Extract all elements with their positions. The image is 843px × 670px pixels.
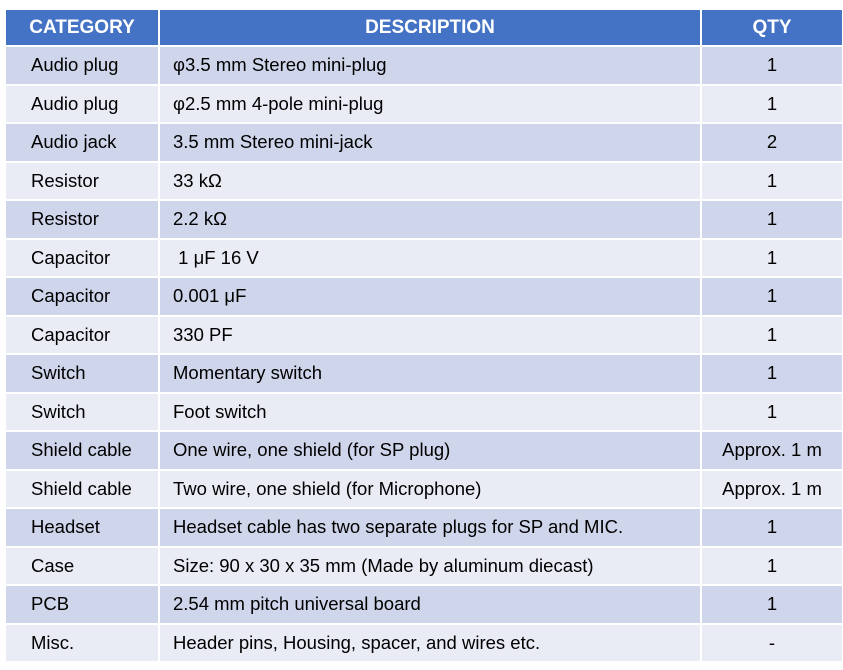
row-4-description: 33 kΩ xyxy=(160,163,700,200)
row-6-qty: 1 xyxy=(702,240,842,277)
row-9-description: Momentary switch xyxy=(160,355,700,392)
row-4-category: Resistor xyxy=(6,163,158,200)
row-8-category: Capacitor xyxy=(6,317,158,354)
row-14-category: Case xyxy=(6,548,158,585)
row-6-category: Capacitor xyxy=(6,240,158,277)
row-6-description: 1 μF 16 V xyxy=(160,240,700,277)
row-15-description: 2.54 mm pitch universal board xyxy=(160,586,700,623)
row-12-category: Shield cable xyxy=(6,471,158,508)
row-1-qty: 1 xyxy=(702,47,842,84)
row-13-qty: 1 xyxy=(702,509,842,546)
row-2-category: Audio plug xyxy=(6,86,158,123)
row-10-description: Foot switch xyxy=(160,394,700,431)
row-11-description: One wire, one shield (for SP plug) xyxy=(160,432,700,469)
row-4-qty: 1 xyxy=(702,163,842,200)
row-7-category: Capacitor xyxy=(6,278,158,315)
row-1-description: φ3.5 mm Stereo mini-plug xyxy=(160,47,700,84)
row-2-description: φ2.5 mm 4-pole mini-plug xyxy=(160,86,700,123)
row-5-category: Resistor xyxy=(6,201,158,238)
row-8-qty: 1 xyxy=(702,317,842,354)
header-qty: QTY xyxy=(702,10,842,45)
row-9-qty: 1 xyxy=(702,355,842,392)
header-description: DESCRIPTION xyxy=(160,10,700,45)
row-12-qty: Approx. 1 m xyxy=(702,471,842,508)
row-11-qty: Approx. 1 m xyxy=(702,432,842,469)
row-14-description: Size: 90 x 30 x 35 mm (Made by aluminum diecast) xyxy=(160,548,700,585)
row-15-qty: 1 xyxy=(702,586,842,623)
row-3-qty: 2 xyxy=(702,124,842,161)
row-15-category: PCB xyxy=(6,586,158,623)
row-3-description: 3.5 mm Stereo mini-jack xyxy=(160,124,700,161)
row-7-qty: 1 xyxy=(702,278,842,315)
row-8-description: 330 PF xyxy=(160,317,700,354)
row-3-category: Audio jack xyxy=(6,124,158,161)
row-10-category: Switch xyxy=(6,394,158,431)
row-5-description: 2.2 kΩ xyxy=(160,201,700,238)
row-1-category: Audio plug xyxy=(6,47,158,84)
row-16-qty: - xyxy=(702,625,842,662)
row-16-description: Header pins, Housing, spacer, and wires etc. xyxy=(160,625,700,662)
row-5-qty: 1 xyxy=(702,201,842,238)
row-12-description: Two wire, one shield (for Microphone) xyxy=(160,471,700,508)
row-11-category: Shield cable xyxy=(6,432,158,469)
parts-table xyxy=(6,10,838,661)
row-2-qty: 1 xyxy=(702,86,842,123)
row-16-category: Misc. xyxy=(6,625,158,662)
row-9-category: Switch xyxy=(6,355,158,392)
row-13-category: Headset xyxy=(6,509,158,546)
header-category: CATEGORY xyxy=(6,10,158,45)
row-7-description: 0.001 μF xyxy=(160,278,700,315)
row-13-description: Headset cable has two separate plugs for SP and MIC. xyxy=(160,509,700,546)
row-14-qty: 1 xyxy=(702,548,842,585)
row-10-qty: 1 xyxy=(702,394,842,431)
